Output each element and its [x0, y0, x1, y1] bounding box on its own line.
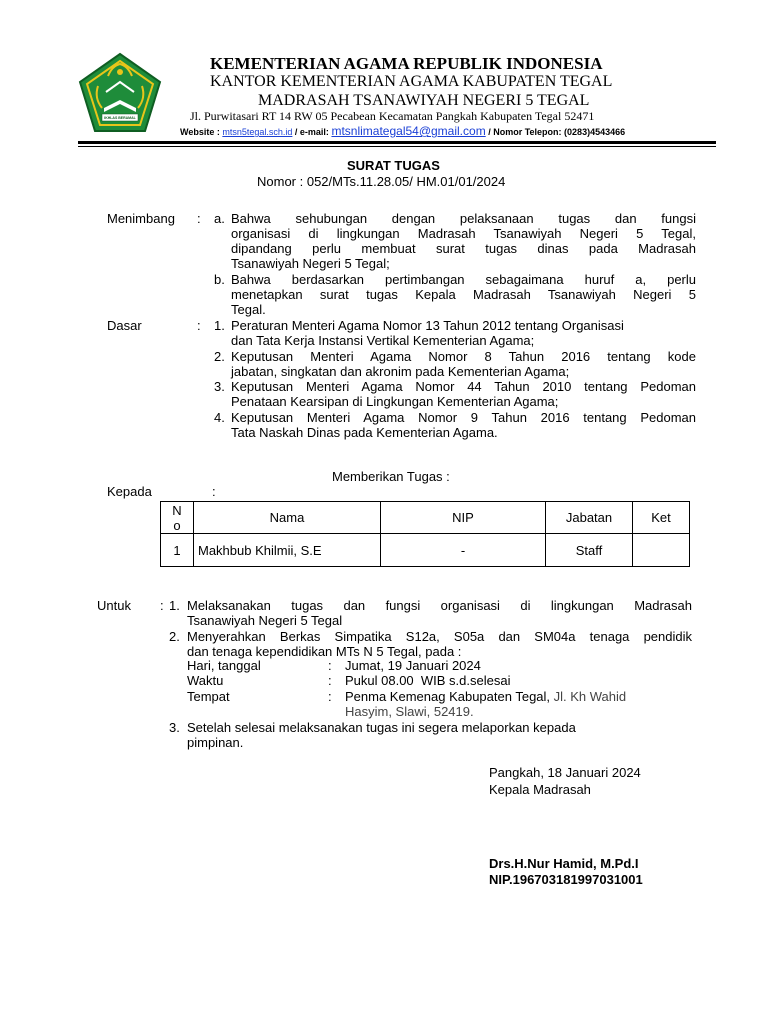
untuk-1-line2: Tsanawiyah Negeri 5 Tegal [187, 613, 343, 628]
dasar-marker-3: 3. [214, 379, 225, 394]
menimbang-b-line3: Tegal. [231, 302, 266, 317]
untuk-label: Untuk [97, 598, 131, 613]
dasar-2-line2: jabatan, singkatan dan akronim pada Kementerian Agama; [231, 364, 570, 379]
dasar-marker-4: 4. [214, 410, 225, 425]
signature-nip: NIP.196703181997031001 [489, 872, 643, 887]
kop-rule-thin [78, 146, 716, 147]
letter-number: Nomor : 052/MTs.11.28.05/ HM.01/01/2024 [257, 174, 506, 189]
dasar-1-line1: Peraturan Menteri Agama Nomor 13 Tahun 2012 tentang Organisasi [231, 318, 624, 333]
dasar-4-line2: Tata Naskah Dinas pada Kementerian Agama. [231, 425, 498, 440]
header-nip: NIP [381, 502, 546, 534]
menimbang-a-line4: Tsanawiyah Negeri 5 Tegal; [231, 256, 390, 271]
header-jabatan: Jabatan [546, 502, 633, 534]
menimbang-b-line1: Bahwa berdasarkan pertimbangan sebagaimana huruf a, perlu [231, 272, 696, 287]
untuk-marker-1: 1. [169, 598, 180, 613]
memberikan-tugas-heading: Memberikan Tugas : [332, 469, 450, 484]
assignee-table [160, 501, 690, 567]
email-link[interactable]: mtsnlimategal54@gmail.com [331, 124, 486, 138]
menimbang-b-line2: menetapkan surat tugas Kepala Madrasah Tsanawiyah Negeri 5 [231, 287, 696, 302]
kop-office: KANTOR KEMENTERIAN AGAMA KABUPATEN TEGAL [210, 73, 613, 90]
kop-ministry: KEMENTERIAN AGAMA REPUBLIK INDONESIA [210, 54, 603, 73]
dasar-label: Dasar [107, 318, 142, 333]
kepada-colon: : [212, 484, 216, 499]
menimbang-label: Menimbang [107, 211, 175, 226]
header-no-line2: o [173, 517, 181, 533]
cell-nama: Makhbub Khilmii, S.E [194, 534, 381, 567]
detail-waktu-value: Pukul 08.00 WIB s.d.selesai [345, 673, 511, 688]
untuk-marker-2: 2. [169, 629, 180, 644]
menimbang-a-line3: dipandang perlu membuat surat tugas dinas pada Madrasah [231, 241, 696, 256]
header-no [161, 502, 194, 534]
detail-hari-value: Jumat, 19 Januari 2024 [345, 658, 481, 673]
detail-tempat-label: Tempat [187, 689, 230, 704]
dasar-1-line2: dan Tata Kerja Instansi Vertikal Kementerian Agama; [231, 333, 535, 348]
logo-ribbon-text: IKHLAS BERAMAL [104, 116, 136, 120]
table-header-row [161, 502, 690, 534]
kop-rule-thick [78, 141, 716, 144]
table-row [161, 534, 690, 567]
email-label: / e-mail: [294, 127, 329, 137]
untuk-1-line1: Melaksanakan tugas dan fungsi organisasi di lingkungan Madrasah [187, 598, 692, 613]
detail-waktu-colon: : [328, 673, 332, 688]
detail-tempat-value [345, 689, 626, 704]
dasar-2-line1: Keputusan Menteri Agama Nomor 8 Tahun 2016 tentang kode [231, 349, 696, 364]
menimbang-a-line2: organisasi di lingkungan Madrasah Tsanawiyah Negeri 5 Tegal, [231, 226, 696, 241]
menimbang-colon: : [197, 211, 201, 226]
dasar-marker-2: 2. [214, 349, 225, 364]
signature-place-date: Pangkah, 18 Januari 2024 [489, 765, 641, 780]
header-ket: Ket [633, 502, 690, 534]
menimbang-marker-b: b. [214, 272, 225, 287]
dasar-4-line1: Keputusan Menteri Agama Nomor 9 Tahun 2016 tentang Pedoman [231, 410, 696, 425]
dasar-colon: : [197, 318, 201, 333]
letter-title: SURAT TUGAS [347, 158, 440, 173]
untuk-marker-3: 3. [169, 720, 180, 735]
untuk-colon: : [160, 598, 164, 613]
signature-name: Drs.H.Nur Hamid, M.Pd.I [489, 856, 639, 871]
untuk-2-line2: dan tenaga kependidikan MTs N 5 Tegal, pada : [187, 644, 462, 659]
untuk-3-line2: pimpinan. [187, 735, 244, 750]
kop-address: Jl. Purwitasari RT 14 RW 05 Pecabean Kecamatan Pangkah Kabupaten Tegal 52471 [190, 109, 595, 123]
kop-contact [180, 124, 625, 138]
menimbang-a-line1: Bahwa sehubungan dengan pelaksanaan tugas dan fungsi [231, 211, 696, 226]
dasar-3-line1: Keputusan Menteri Agama Nomor 44 Tahun 2010 tentang Pedoman [231, 379, 696, 394]
header-nama: Nama [194, 502, 381, 534]
detail-tempat-value-line2: Hasyim, Slawi, 52419. [345, 704, 474, 719]
kemenag-logo [78, 52, 162, 134]
cell-ket [633, 534, 690, 567]
signature-position: Kepala Madrasah [489, 782, 591, 797]
header-no-line1: N [172, 502, 182, 518]
detail-tempat-colon: : [328, 689, 332, 704]
dasar-marker-1: 1. [214, 318, 225, 333]
cell-jabatan: Staff [546, 534, 633, 567]
website-label: Website : [180, 127, 220, 137]
detail-hari-colon: : [328, 658, 332, 673]
tempat-venue: Penma Kemenag Kabupaten Tegal, [345, 689, 551, 704]
untuk-2-line1: Menyerahkan Berkas Simpatika S12a, S05a dan SM04a tenaga pendidik [187, 629, 692, 644]
kepada-label: Kepada [107, 484, 152, 499]
website-link[interactable]: mtsn5tegal.sch.id [222, 127, 293, 137]
menimbang-marker-a: a. [214, 211, 225, 226]
phone-text: / Nomor Telepon: (0283)4543466 [488, 127, 626, 137]
detail-hari-label: Hari, tanggal [187, 658, 261, 673]
cell-nip: - [381, 534, 546, 567]
cell-no: 1 [161, 534, 194, 567]
kop-school: MADRASAH TSANAWIYAH NEGERI 5 TEGAL [258, 92, 590, 109]
detail-waktu-label: Waktu [187, 673, 224, 688]
tempat-street: Jl. Kh Wahid [550, 689, 627, 704]
untuk-3-line1: Setelah selesai melaksanakan tugas ini segera melaporkan kepada [187, 720, 576, 735]
dasar-3-line2: Penataan Kearsipan di Lingkungan Kementerian Agama; [231, 394, 559, 409]
